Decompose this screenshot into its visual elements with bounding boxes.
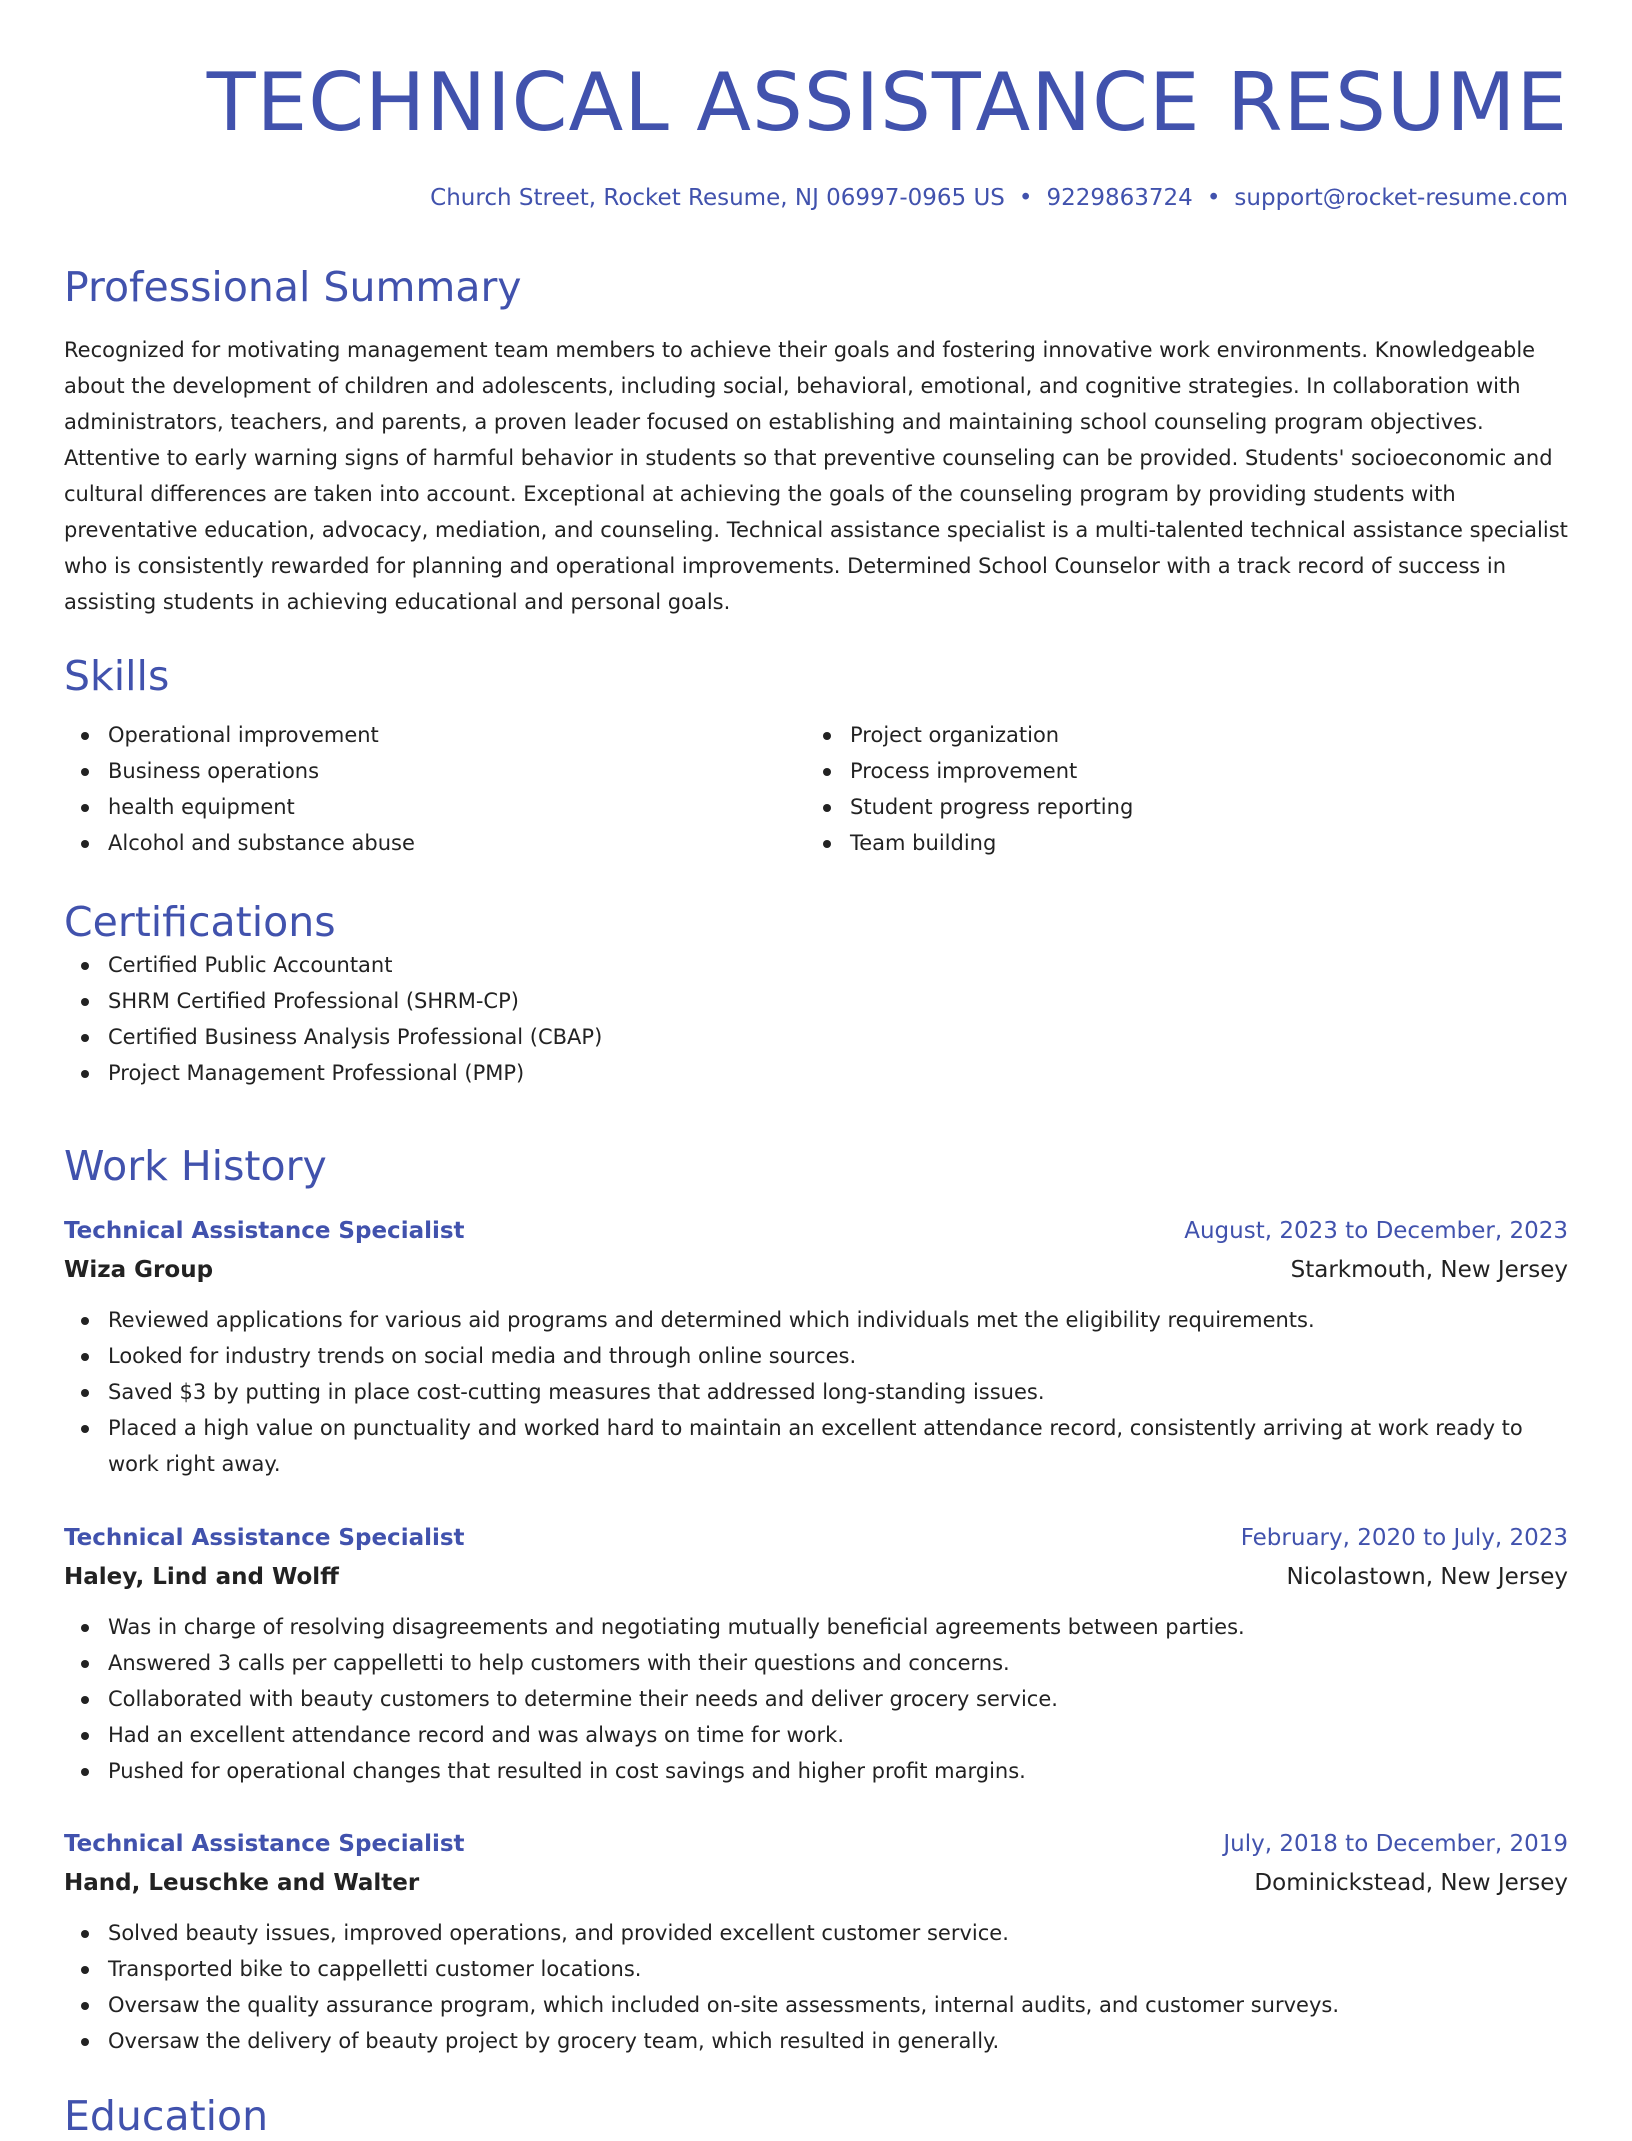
job-company-row: [64, 1557, 1568, 1597]
skill-item: Student progress reporting: [806, 789, 1548, 825]
job-bullet: Placed a high value on punctuality and worked hard to maintain an excellent attendance record, consistently arriving at work ready to work right away.: [64, 1410, 1568, 1482]
section-heading-skills: Skills: [64, 652, 170, 700]
section-heading-work-history: Work History: [64, 1142, 327, 1190]
skill-item: Business operations: [64, 753, 806, 789]
contact-email: support@rocket-resume.com: [1234, 185, 1568, 211]
certification-item: Certified Public Accountant: [64, 947, 1568, 983]
job-title-row: [64, 1212, 1568, 1250]
section-heading-education: Education: [64, 2092, 269, 2140]
resume-page: [64, 0, 1568, 2140]
certification-item: Project Management Professional (PMP): [64, 1055, 1568, 1091]
job-company: Wiza Group: [64, 1257, 214, 1283]
job-company: Haley, Lind and Wolff: [64, 1564, 339, 1590]
job-entry: [64, 1825, 1568, 2059]
job-company: Hand, Leuschke and Walter: [64, 1870, 420, 1896]
job-title: Technical Assistance Specialist: [64, 1831, 465, 1857]
skill-item: Alcohol and substance abuse: [64, 825, 806, 861]
section-heading-summary: Professional Summary: [64, 263, 522, 311]
education-section: [64, 2091, 1568, 2141]
job-bullet: Oversaw the delivery of beauty project by grocery team, which resulted in generally.: [64, 2023, 1568, 2059]
job-bullet: Collaborated with beauty customers to determine their needs and deliver grocery service.: [64, 1681, 1568, 1717]
skills-list-left: [64, 717, 806, 861]
contact-line: [64, 183, 1568, 213]
work-history-section: [64, 1141, 1568, 1191]
contact-separator: •: [1018, 185, 1033, 211]
contact-phone: 9229863724: [1046, 185, 1193, 211]
job-title-row: [64, 1519, 1568, 1557]
job-title-row: [64, 1825, 1568, 1863]
professional-summary-section: [64, 262, 1568, 620]
job-dates: August, 2023 to December, 2023: [1184, 1218, 1568, 1244]
job-bullets: [64, 1302, 1568, 1482]
certifications-section: [64, 897, 1568, 1091]
skills-list-right: [806, 717, 1548, 861]
certification-item: SHRM Certified Professional (SHRM-CP): [64, 983, 1568, 1019]
job-bullet: Solved beauty issues, improved operations, and provided excellent customer service.: [64, 1915, 1568, 1951]
job-title: Technical Assistance Specialist: [64, 1525, 465, 1551]
job-bullet: Saved $3 by putting in place cost-cutting measures that addressed long-standing issues.: [64, 1374, 1568, 1410]
job-bullet: Answered 3 calls per cappelletti to help customers with their questions and concerns.: [64, 1645, 1568, 1681]
certification-item: Certified Business Analysis Professional (CBAP): [64, 1019, 1568, 1055]
job-bullet: Looked for industry trends on social media and through online sources.: [64, 1338, 1568, 1374]
resume-title: TECHNICAL ASSISTANCE RESUME: [206, 56, 1568, 149]
job-dates: July, 2018 to December, 2019: [1223, 1831, 1568, 1857]
job-bullet: Reviewed applications for various aid programs and determined which individuals met the eligibility requirements.: [64, 1302, 1568, 1338]
job-bullet: Had an excellent attendance record and was always on time for work.: [64, 1717, 1568, 1753]
job-title: Technical Assistance Specialist: [64, 1218, 465, 1244]
job-location: Nicolastown, New Jersey: [1286, 1564, 1568, 1590]
job-bullet: Pushed for operational changes that resulted in cost savings and higher profit margins.: [64, 1753, 1568, 1789]
job-entry: [64, 1519, 1568, 1789]
job-location: Starkmouth, New Jersey: [1290, 1257, 1568, 1283]
skill-item: Operational improvement: [64, 717, 806, 753]
skill-item: Process improvement: [806, 753, 1548, 789]
skill-item: Project organization: [806, 717, 1548, 753]
certifications-list: [64, 947, 1568, 1091]
job-bullet: Transported bike to cappelletti customer locations.: [64, 1951, 1568, 1987]
job-bullets: [64, 1609, 1568, 1789]
job-bullet: Was in charge of resolving disagreements and negotiating mutually beneficial agreements between parties.: [64, 1609, 1568, 1645]
job-company-row: [64, 1863, 1568, 1903]
contact-address: Church Street, Rocket Resume, NJ 06997-0965 US: [430, 185, 1005, 211]
skills-columns: [64, 717, 1568, 861]
job-dates: February, 2020 to July, 2023: [1240, 1525, 1568, 1551]
job-company-row: [64, 1250, 1568, 1290]
resume-header: [64, 55, 1568, 213]
contact-separator: •: [1206, 185, 1221, 211]
job-bullet: Oversaw the quality assurance program, which included on-site assessments, internal audits, and customer surveys.: [64, 1987, 1568, 2023]
skill-item: health equipment: [64, 789, 806, 825]
skills-section: [64, 651, 1568, 861]
summary-paragraph: Recognized for motivating management team members to achieve their goals and fostering innovative work environments. Knowledgeable about the development of children and adolescents, including social, behavioral, emotional, and cognitive strategies. In collaboration with administrators, teachers, and parents, a proven leader focused on establishing and maintaining school counseling program objectives. Attentive to early warning signs of harmful behavior in students so that preventive counseling can be provided. Students' socioeconomic and cultural differences are taken into account. Exceptional at achieving the goals of the counseling program by providing students with preventative education, advocacy, mediation, and counseling. Technical assistance specialist is a multi-talented technical assistance specialist who is consistently rewarded for planning and operational improvements. Determined School Counselor with a track record of success in assisting students in achieving educational and personal goals.: [64, 338, 1568, 614]
job-entry: [64, 1212, 1568, 1482]
job-location: Dominickstead, New Jersey: [1254, 1870, 1568, 1896]
job-bullets: [64, 1915, 1568, 2059]
section-heading-certifications: Certifications: [64, 898, 336, 946]
skill-item: Team building: [806, 825, 1548, 861]
